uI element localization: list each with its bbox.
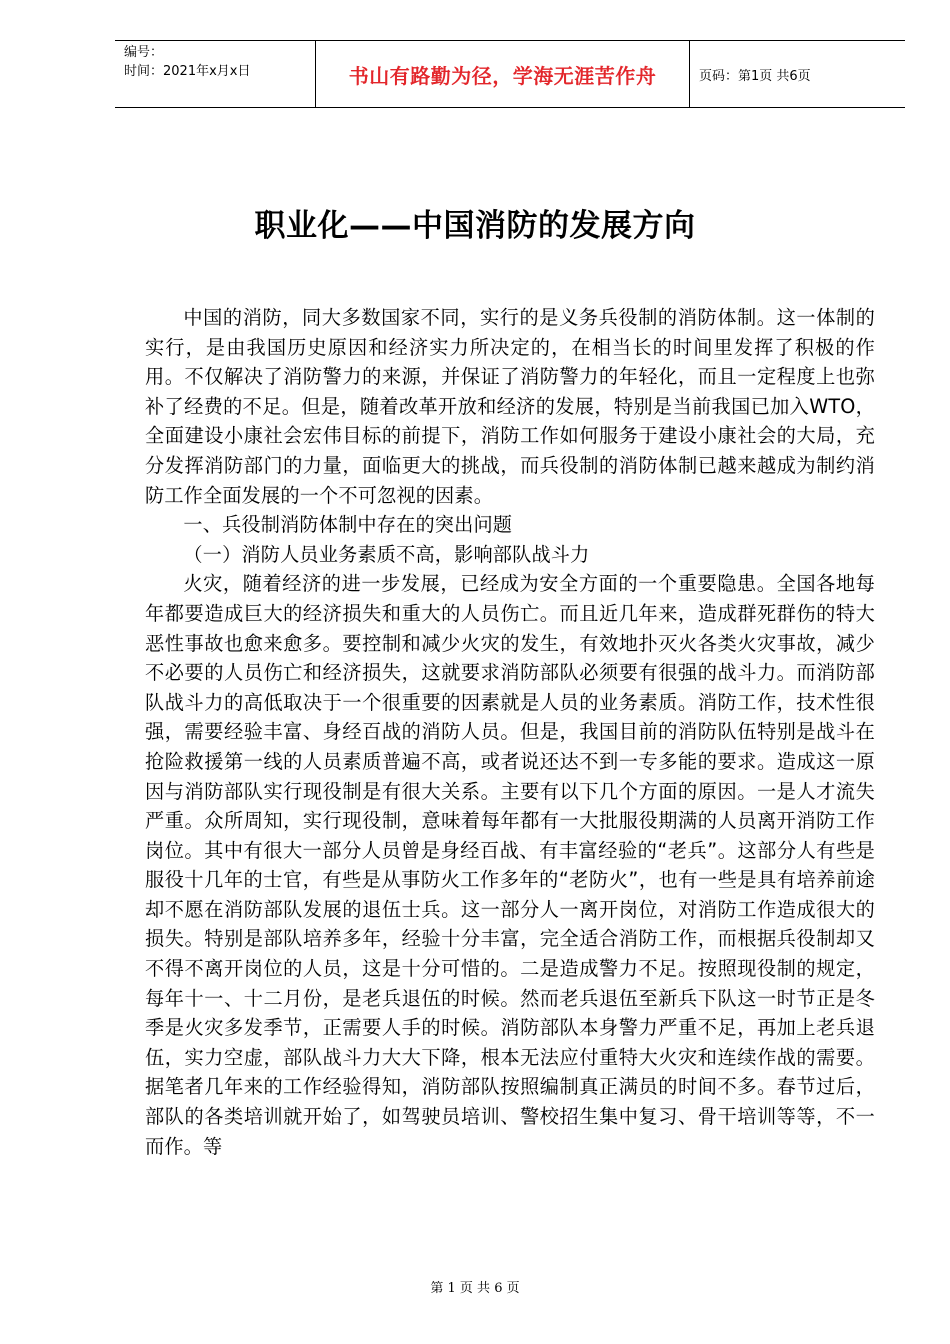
document-body [145, 303, 875, 1161]
paragraph: 中国的消防，同大多数国家不同，实行的是义务兵役制的消防体制。这一体制的实行，是由我国历史原因和经济实力所决定的，在相当长的时间里发挥了积极的作用。不仅解决了消防警力的来源，并保证了消防警力的年轻化，而且一定程度上也弥补了经费的不足。但是，随着改革开放和经济的发展，特别是当前我国已加入WTO，全面建设小康社会宏伟目标的前提下，消防工作如何服务于建设小康社会的大局，充分发挥消防部门的力量，面临更大的挑战，而兵役制的消防体制已越来越成为制约消防工作全面发展的一个不可忽视的因素。 [145, 306, 875, 507]
header-meta [115, 41, 316, 107]
document-header [115, 40, 905, 108]
header-page-info: 页码：第1页 共6页 [699, 68, 811, 84]
paragraph: 火灾，随着经济的进一步发展，已经成为安全方面的一个重要隐患。全国各地每年都要造成巨大的经济损失和重大的人员伤亡。而且近几年来，造成群死群伤的特大恶性事故也愈来愈多。要控制和减少火灾的发生，有效地扑灭火各类火灾事故，减少不必要的人员伤亡和经济损失，这就要求消防部队必须要有很强的战斗力。而消防部队战斗力的高低取决于一个很重要的因素就是人员的业务素质。消防工作，技术性很强，需要经验丰富、身经百战的消防人员。但是，我国目前的消防队伍特别是战斗在抢险救援第一线的人员素质普遍不高，或者说还达不到一专多能的要求。造成这一原因与消防部队实行现役制是有很大关系。主要有以下几个方面的原因。一是人才流失严重。众所周知，实行现役制，意味着每年都有一大批服役期满的人员离开消防工作岗位。其中有很大一部分人员曾是身经百战、有丰富经验的“老兵”。这部分人有些是服役十几年的士官，有些是从事防火工作多年的“老防火”，也有一些是具有培养前途却不愿在消防部队发展的退伍士兵。这一部分人一离开岗位，对消防工作造成很大的损失。特别是部队培养多年，经验十分丰富，完全适合消防工作，而根据兵役制却又不得不离开岗位的人员，这是十分可惜的。二是造成警力不足。按照现役制的规定，每年十一、十二月份，是老兵退伍的时候。然而老兵退伍至新兵下队这一时节正是冬季是火灾多发季节，正需要人手的时候。消防部队本身警力严重不足，再加上老兵退伍，实力空虚，部队战斗力大大下降，根本无法应付重特大火灾和连续作战的需要。据笔者几年来的工作经验得知，消防部队按照编制真正满员的时间不多。春节过后，部队的各类培训就开始了，如驾驶员培训、警校招生集中复习、骨干培训等等，不一而作。等 [145, 572, 875, 1158]
number-label: 编号： [124, 45, 164, 60]
page-footer: 第 1 页 共 6 页 [430, 1281, 520, 1296]
section-heading: 一、兵役制消防体制中存在的突出问题 [183, 513, 513, 537]
time-label: 时间：2021年x月x日 [124, 64, 251, 79]
document-title: 职业化——中国消防的发展方向 [254, 208, 696, 244]
subsection-heading: （一）消防人员业务素质不高，影响部队战斗力 [183, 542, 590, 566]
header-motto: 书山有路勤为径，学海无涯苦作舟 [316, 41, 690, 107]
